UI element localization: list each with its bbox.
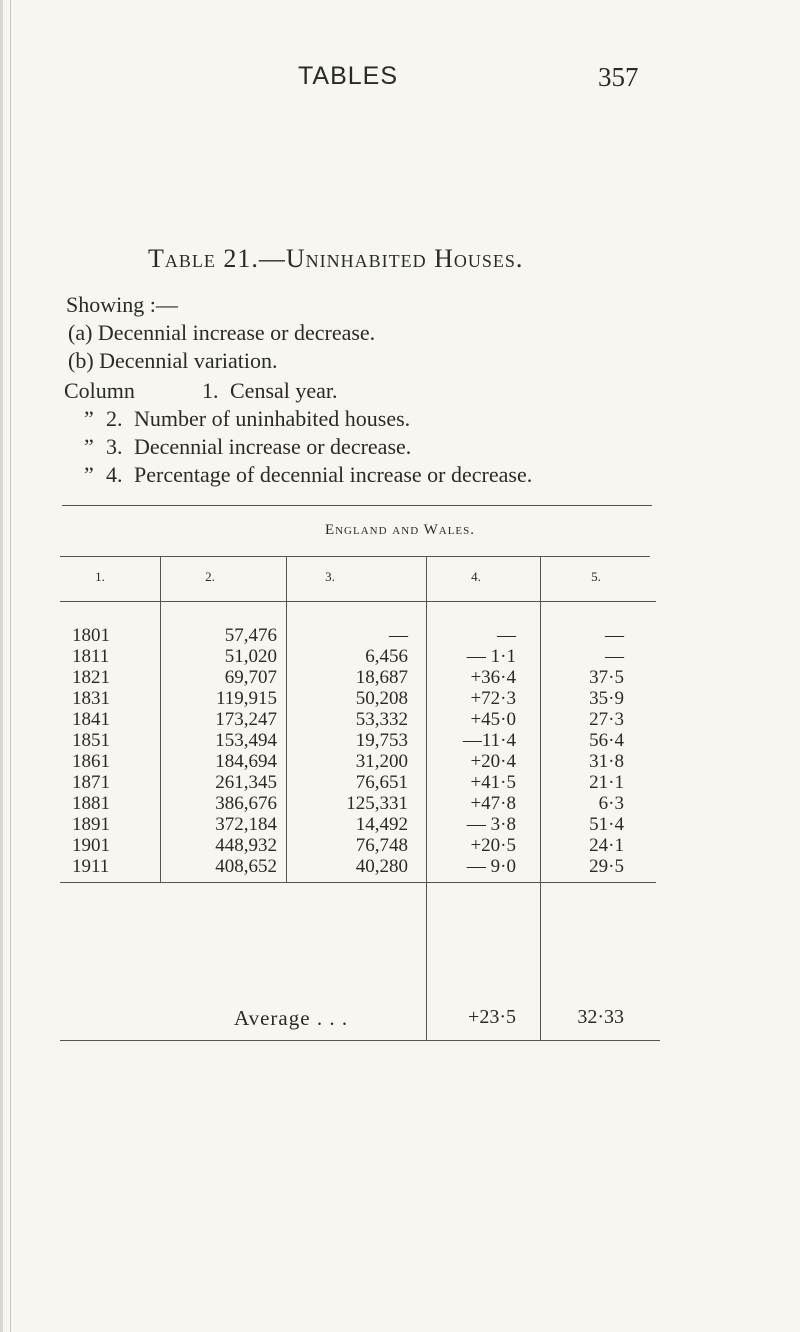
cell-houses: 448,932	[215, 835, 277, 856]
cell-houses: 57,476	[224, 625, 277, 646]
showing-item-b: (b) Decennial variation.	[68, 348, 278, 373]
cell-variation: 51·4	[589, 814, 624, 835]
cell-year: 1861	[72, 751, 110, 772]
column-prefix: ”	[84, 434, 94, 459]
column-text: Censal year.	[230, 378, 338, 403]
cell-variation: 27·3	[589, 709, 624, 730]
column-text: Number of uninhabited houses.	[134, 406, 411, 431]
column-header: 5.	[591, 569, 601, 584]
table-body-rule	[60, 882, 656, 883]
column-prefix: Column	[64, 378, 135, 403]
table-top-rule	[60, 556, 650, 557]
cell-percentage: +36·4	[470, 667, 516, 688]
cell-houses: 372,184	[215, 814, 277, 835]
cell-year: 1841	[72, 709, 110, 730]
column-text: Decennial increase or decrease.	[134, 434, 412, 459]
cell-percentage: — 3·8	[466, 814, 516, 835]
cell-year: 1871	[72, 772, 110, 793]
column-header: 2.	[205, 569, 215, 584]
cell-houses: 261,345	[215, 772, 277, 793]
cell-variation: —	[605, 625, 624, 646]
cell-houses: 173,247	[215, 709, 277, 730]
cell-percentage: +20·4	[470, 751, 516, 772]
cell-increase: —	[389, 625, 408, 646]
cell-year: 1881	[72, 793, 110, 814]
cell-variation: 29·5	[589, 856, 624, 877]
cell-year: 1891	[72, 814, 110, 835]
cell-variation: 31·8	[589, 751, 624, 772]
cell-variation: 56·4	[589, 730, 624, 751]
cell-variation: 37·5	[589, 667, 624, 688]
cell-percentage: +72·3	[470, 688, 516, 709]
cell-percentage: +41·5	[470, 772, 516, 793]
cell-houses: 184,694	[215, 751, 277, 772]
showing-label: Showing :—	[66, 292, 178, 317]
table-column-rule	[286, 556, 287, 882]
column-number: 3.	[106, 434, 123, 459]
showing-item-a: (a) Decennial increase or decrease.	[68, 320, 376, 345]
cell-year: 1901	[72, 835, 110, 856]
cell-variation: 35·9	[589, 688, 624, 709]
page-edge-line	[10, 0, 11, 1332]
column-header: 3.	[325, 569, 335, 584]
table-column-rule	[160, 556, 161, 882]
cell-increase: 50,208	[355, 688, 408, 709]
page-edge	[0, 0, 3, 1332]
cell-increase: 18,687	[355, 667, 408, 688]
region-heading: England and Wales.	[324, 522, 476, 538]
average-label: Average . . .	[234, 1006, 349, 1030]
cell-percentage: —	[497, 625, 516, 646]
cell-year: 1851	[72, 730, 110, 751]
running-head-title: TABLES	[298, 62, 399, 90]
cell-percentage: +47·8	[470, 793, 516, 814]
table-bottom-rule	[60, 1040, 660, 1041]
average-percentage: +23·5	[468, 1006, 516, 1028]
cell-houses: 69,707	[224, 667, 277, 688]
cell-houses: 386,676	[215, 793, 277, 814]
table-header-rule	[60, 601, 656, 602]
table-column-rule	[540, 556, 541, 1040]
cell-percentage: — 9·0	[466, 856, 516, 877]
cell-houses: 51,020	[224, 646, 277, 667]
cell-increase: 76,748	[355, 835, 408, 856]
column-header: 4.	[471, 569, 481, 584]
average-variation: 32·33	[577, 1006, 624, 1028]
cell-increase: 6,456	[365, 646, 408, 667]
cell-houses: 408,652	[215, 856, 277, 877]
table-title: Table 21.—Uninhabited Houses.	[148, 244, 524, 273]
column-prefix: ”	[84, 462, 94, 487]
table-column-rule	[426, 556, 427, 1040]
column-number: 4.	[106, 462, 123, 487]
cell-houses: 119,915	[215, 688, 277, 709]
cell-increase: 14,492	[355, 814, 408, 835]
cell-percentage: +20·5	[470, 835, 516, 856]
column-header: 1.	[95, 569, 105, 584]
cell-year: 1801	[72, 625, 110, 646]
cell-increase: 76,651	[355, 772, 408, 793]
cell-percentage: — 1·1	[466, 646, 516, 667]
running-head	[0, 62, 800, 102]
cell-year: 1831	[72, 688, 110, 709]
column-number: 1.	[202, 378, 219, 403]
cell-houses: 153,494	[215, 730, 277, 751]
cell-year: 1821	[72, 667, 110, 688]
cell-variation: 24·1	[589, 835, 624, 856]
cell-increase: 31,200	[355, 751, 408, 772]
cell-increase: 53,332	[355, 709, 408, 730]
column-text: Percentage of decennial increase or decrease.	[134, 462, 533, 487]
cell-year: 1811	[72, 646, 110, 667]
cell-variation: —	[605, 646, 624, 667]
cell-variation: 6·3	[598, 793, 624, 814]
cell-variation: 21·1	[589, 772, 624, 793]
cell-increase: 125,331	[346, 793, 408, 814]
column-prefix: ”	[84, 406, 94, 431]
cell-increase: 40,280	[355, 856, 408, 877]
page-number: 357	[598, 62, 639, 92]
cell-year: 1911	[72, 856, 110, 877]
section-rule	[62, 505, 652, 506]
cell-increase: 19,753	[355, 730, 408, 751]
cell-percentage: +45·0	[470, 709, 516, 730]
cell-percentage: —11·4	[462, 730, 516, 751]
column-number: 2.	[106, 406, 123, 431]
